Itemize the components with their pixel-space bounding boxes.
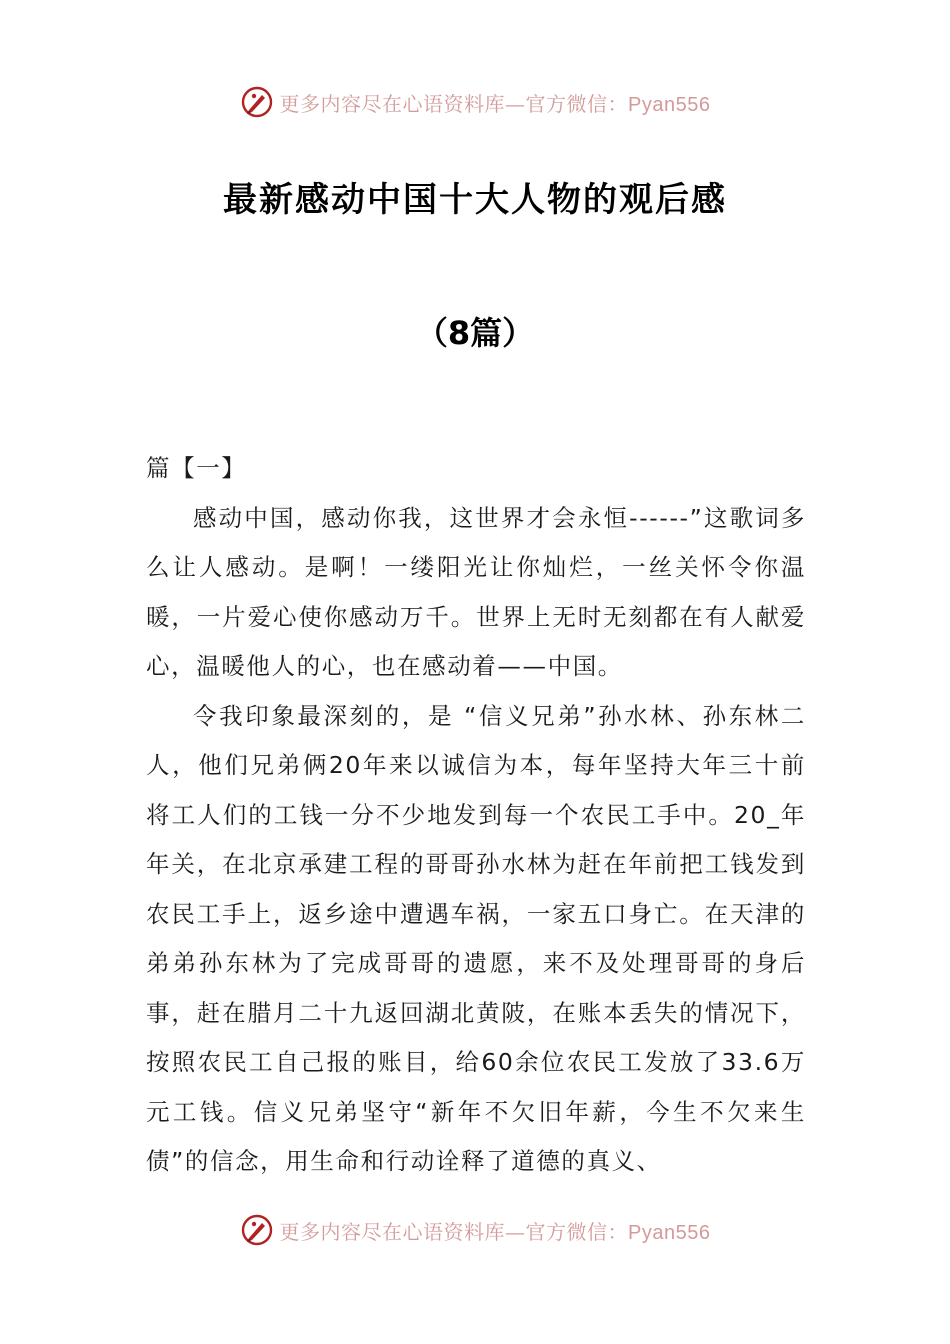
section-heading: 篇【一】 bbox=[146, 454, 247, 482]
pen-nib-logo-icon bbox=[240, 1213, 274, 1247]
header-watermark bbox=[0, 82, 950, 122]
watermark-text: 更多内容尽在心语资料库—官方微信：Pyan556 bbox=[279, 91, 711, 116]
wechat-id: Pyan556 bbox=[628, 1221, 711, 1244]
document-subtitle: （8篇） bbox=[415, 314, 535, 352]
document-title: 最新感动中国十大人物的观后感 bbox=[223, 180, 727, 220]
paragraph: 感动中国，感动你我，这世界才会永恒------”这歌词多么让人感动。是啊！一缕阳光让你灿烂，一丝关怀令你温暖，一片爱心使你感动万千。世界上无时无刻都在有人献爱心，温暖他人的心，也在感动着——中国。 bbox=[146, 503, 806, 680]
paragraph: 令我印象最深刻的，是 “信义兄弟”孙水林、孙东林二人，他们兄弟俩20年来以诚信为本，每年坚持大年三十前将工人们的工钱一分不少地发到每一个农民工手中。20_年年关，在北京承建工程的哥哥孙水林为赶在年前把工钱发到农民工手上，返乡途中遭遇车祸，一家五口身亡。在天津的弟弟孙东林为了完成哥哥的遗愿，来不及处理哥哥的身后事，赶在腊月二十九返回湖北黄陂，在账本丢失的情况下，按照农民工自己报的账目，给60余位农民工发放了33.6万元工钱。信义兄弟坚守“新年不欠旧年薪，今生不欠来生债”的信念，用生命和行动诠释了道德的真义、 bbox=[146, 701, 806, 1175]
document-body bbox=[146, 444, 806, 1187]
wechat-id: Pyan556 bbox=[628, 93, 711, 116]
footer-watermark bbox=[0, 1210, 950, 1250]
watermark-text: 更多内容尽在心语资料库—官方微信：Pyan556 bbox=[279, 1219, 711, 1244]
pen-nib-logo-icon bbox=[240, 85, 274, 119]
